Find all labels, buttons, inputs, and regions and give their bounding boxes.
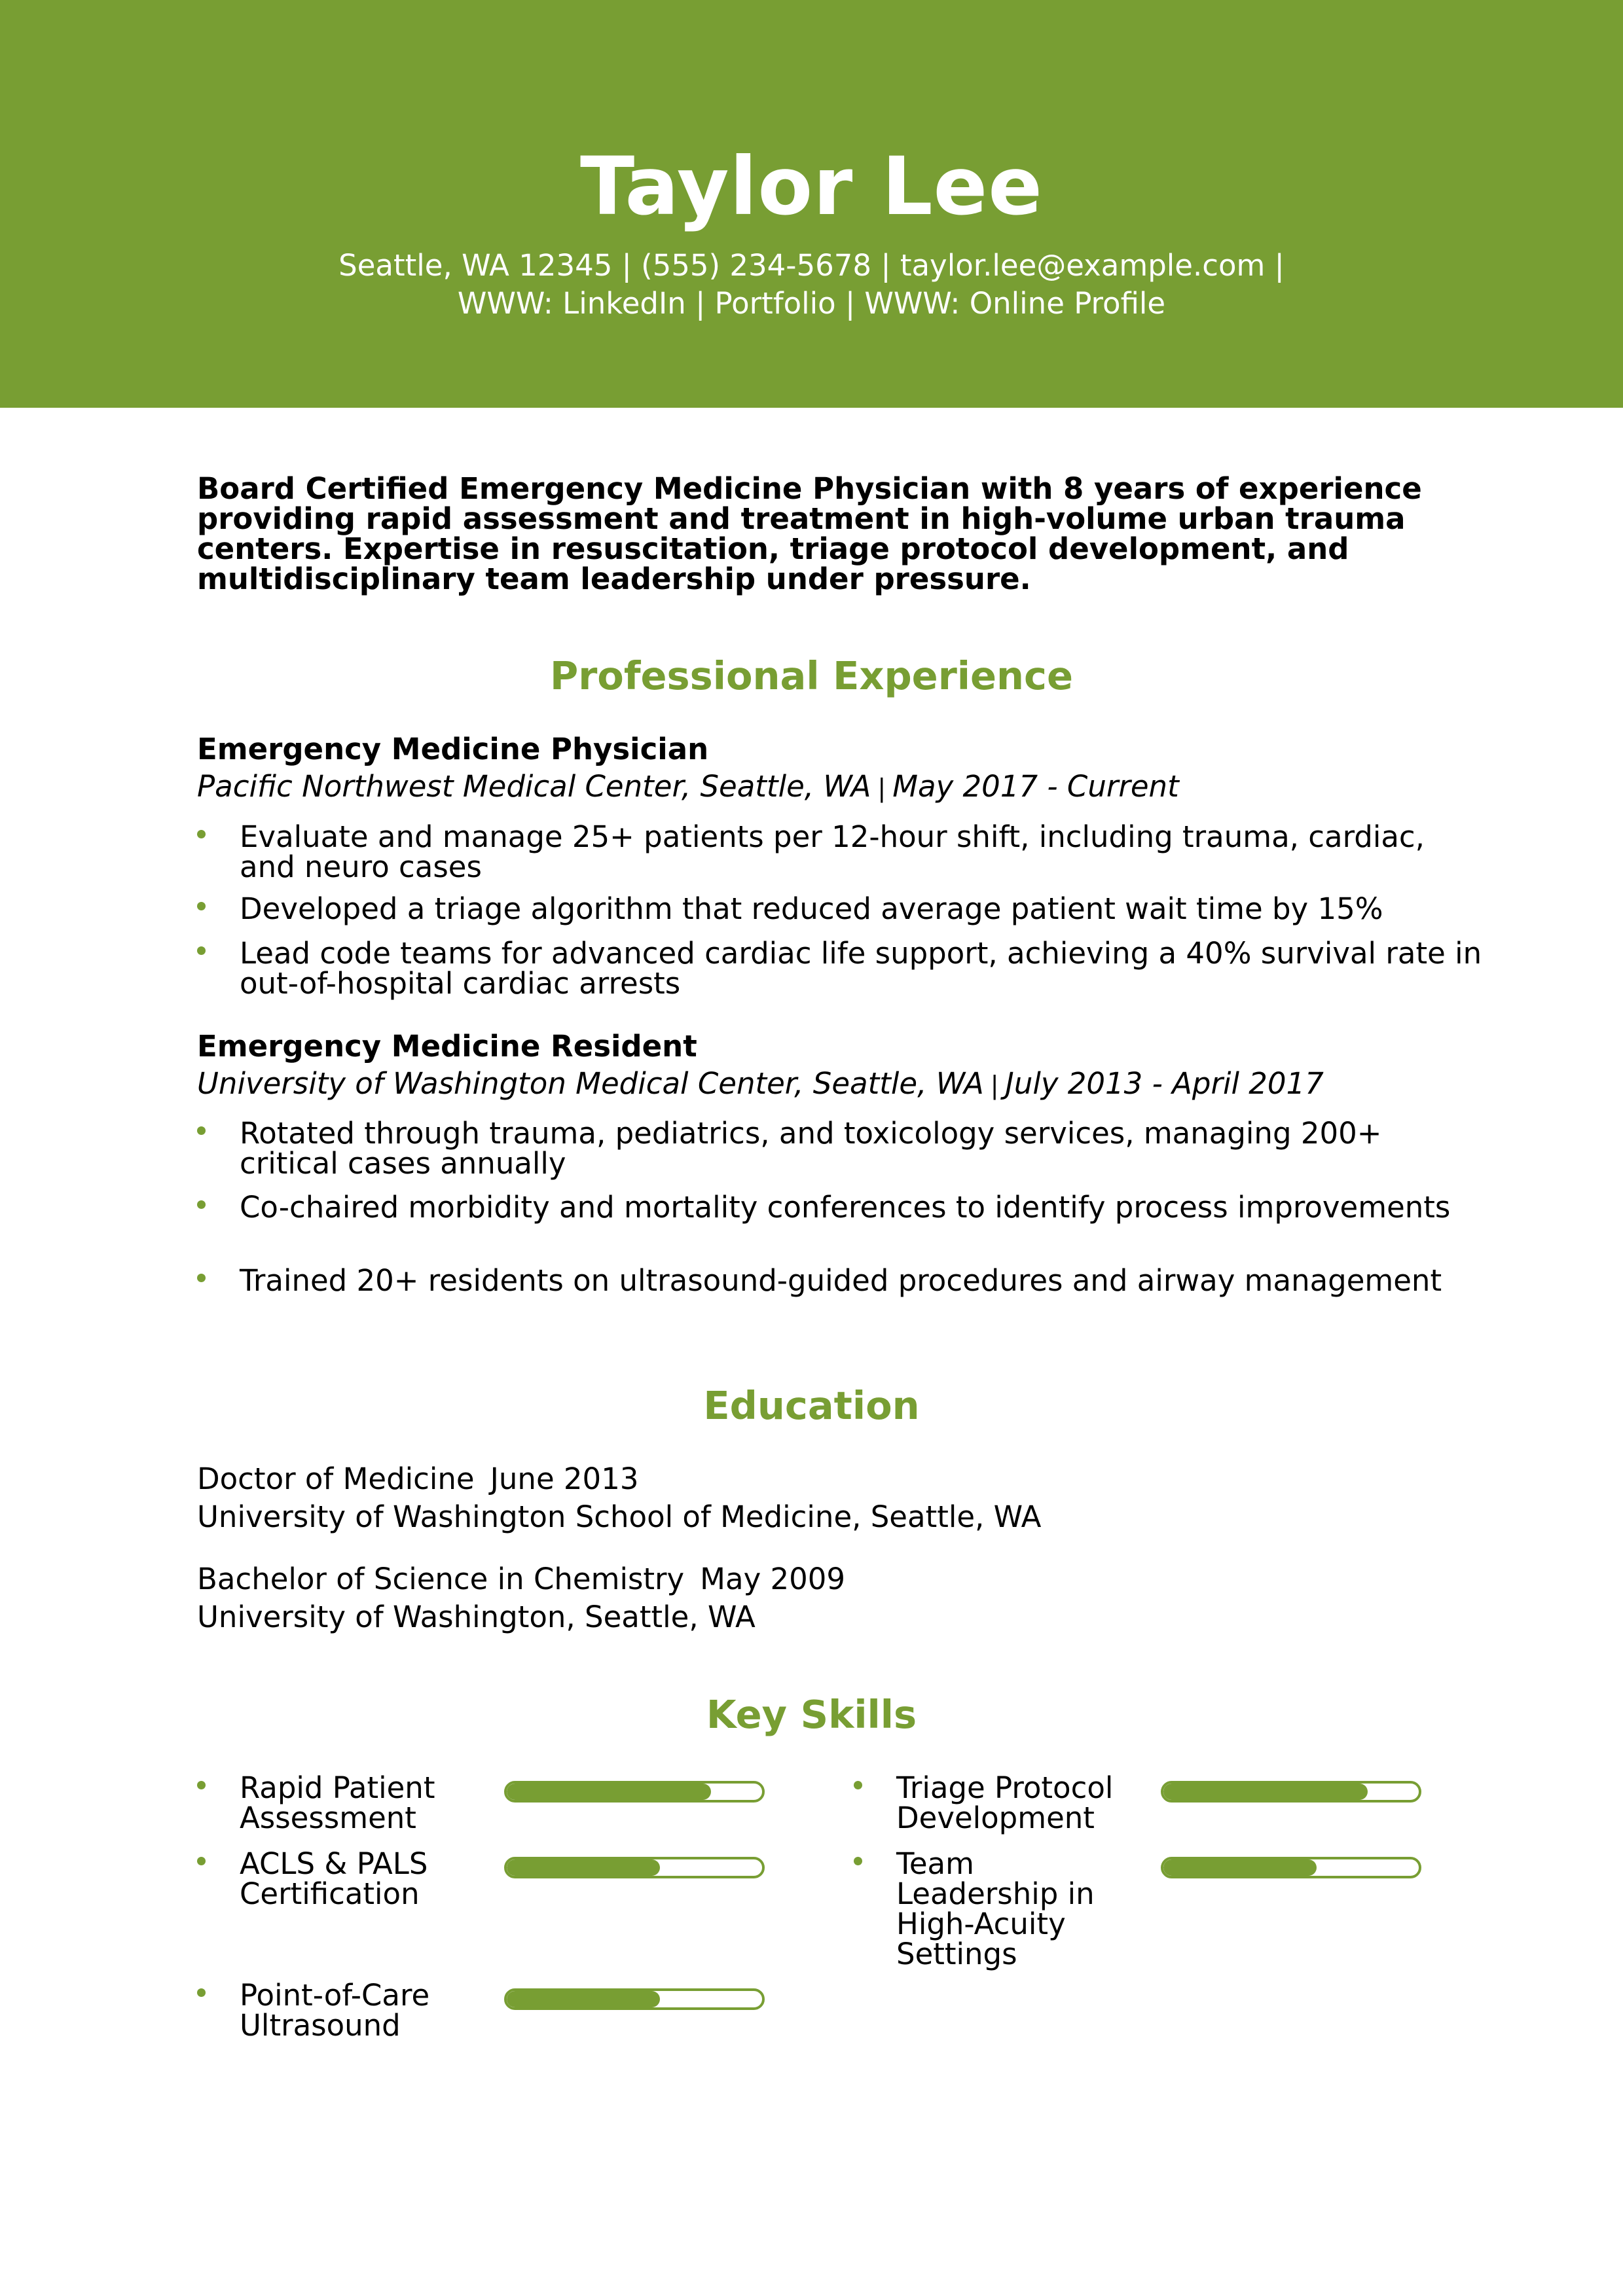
skills-heading: Key Skills — [706, 1692, 917, 1737]
job-title: Emergency Medicine Resident — [197, 1029, 697, 1064]
bullet-text: Co-chaired morbidity and mortality conferences to identify process improvements — [240, 1190, 1451, 1225]
education-heading: Education — [703, 1383, 920, 1428]
bullet-dot-icon — [197, 946, 206, 955]
education-school: University of Washington School of Medicine, Seattle, WA — [197, 1499, 1042, 1534]
header-band — [0, 0, 1623, 408]
education-date: June 2013 — [490, 1462, 639, 1496]
skill-label: ACLS & PALS Certification — [240, 1846, 428, 1911]
education-degree: Bachelor of Science in Chemistry — [197, 1562, 685, 1596]
list-item — [197, 819, 1441, 884]
bullet-dot-icon — [197, 1781, 206, 1789]
skill-level-fill — [507, 1859, 660, 1876]
job-separator: | — [990, 1071, 999, 1100]
list-item — [197, 936, 1484, 1001]
skill-level-bar — [504, 1988, 765, 2010]
bullet-dot-icon — [197, 1988, 206, 1997]
bullet-dot-icon — [854, 1857, 862, 1865]
list-item — [197, 1190, 1484, 1225]
bullet-dot-icon — [197, 1857, 206, 1865]
bullet-dot-icon — [197, 830, 206, 838]
skill-level-fill — [1163, 1859, 1317, 1876]
bullet-dot-icon — [197, 1200, 206, 1209]
skill-level-bar — [1161, 1857, 1421, 1878]
list-item — [197, 1116, 1484, 1181]
skill-level-fill — [1163, 1784, 1368, 1800]
job-bullets — [197, 819, 1482, 1001]
list-item — [197, 1263, 1484, 1298]
bullet-text: Trained 20+ residents on ultrasound-guided procedures and airway management — [240, 1263, 1442, 1298]
job-meta — [197, 768, 1179, 806]
education-degree: Doctor of Medicine — [197, 1462, 475, 1496]
job-title: Emergency Medicine Physician — [197, 732, 709, 766]
job-employer: Pacific Northwest Medical Center, Seattle, WA — [197, 769, 871, 804]
education-degree-line — [197, 1560, 845, 1598]
skill-level-bar — [1161, 1781, 1421, 1803]
list-item — [197, 891, 1484, 926]
contact-line-1: Seattle, WA 12345 | (555) 234-5678 | taylor.lee@example.com | — [338, 248, 1285, 283]
skill-label: Triage Protocol Development — [896, 1770, 1114, 1835]
skill-level-fill — [507, 1991, 660, 2007]
professional-summary: Board Certified Emergency Medicine Physician with 8 years of experience providing rapid assessment and treatment in high-volume urban trauma centers. Expertise in resuscitation, triage protocol development, and multidisciplinary team leadership under pressure. — [197, 471, 1422, 596]
skill-label: Rapid Patient Assessment — [240, 1770, 435, 1835]
bullet-text: Rotated through trauma, pediatrics, and toxicology services, managing 200+ critical cases annually — [240, 1116, 1382, 1181]
education-degree-line — [197, 1460, 638, 1498]
bullet-dot-icon — [854, 1781, 862, 1789]
bullet-dot-icon — [197, 902, 206, 910]
bullet-dot-icon — [197, 1126, 206, 1135]
experience-heading: Professional Experience — [549, 653, 1074, 698]
contact-line-2: WWW: LinkedIn | Portfolio | WWW: Online Profile — [457, 286, 1166, 321]
bullet-text: Developed a triage algorithm that reduced average patient wait time by 15% — [240, 891, 1383, 926]
job-dates: May 2017 - Current — [892, 769, 1179, 804]
skill-level-bar — [504, 1781, 765, 1803]
skill-level-fill — [507, 1784, 711, 1800]
skill-label: Team Leadership in High-Acuity Settings — [896, 1846, 1095, 1971]
contact-info — [0, 247, 1623, 323]
bullet-text: Evaluate and manage 25+ patients per 12-hour shift, including trauma, cardiac, and neuro cases — [240, 819, 1425, 884]
skill-label: Point-of-Care Ultrasound — [240, 1978, 430, 2043]
job-meta — [197, 1066, 1324, 1103]
job-dates: July 2013 - April 2017 — [1005, 1066, 1324, 1101]
education-school: University of Washington, Seattle, WA — [197, 1600, 756, 1634]
job-employer: University of Washington Medical Center, Seattle, WA — [197, 1066, 984, 1101]
bullet-text: Lead code teams for advanced cardiac life support, achieving a 40% survival rate in out-of-hospital cardiac arrests — [240, 936, 1482, 1001]
candidate-name: Taylor Lee — [579, 140, 1044, 233]
education-date: May 2009 — [700, 1562, 846, 1596]
bullet-dot-icon — [197, 1274, 206, 1282]
job-separator: | — [877, 774, 886, 802]
skill-level-bar — [504, 1857, 765, 1878]
